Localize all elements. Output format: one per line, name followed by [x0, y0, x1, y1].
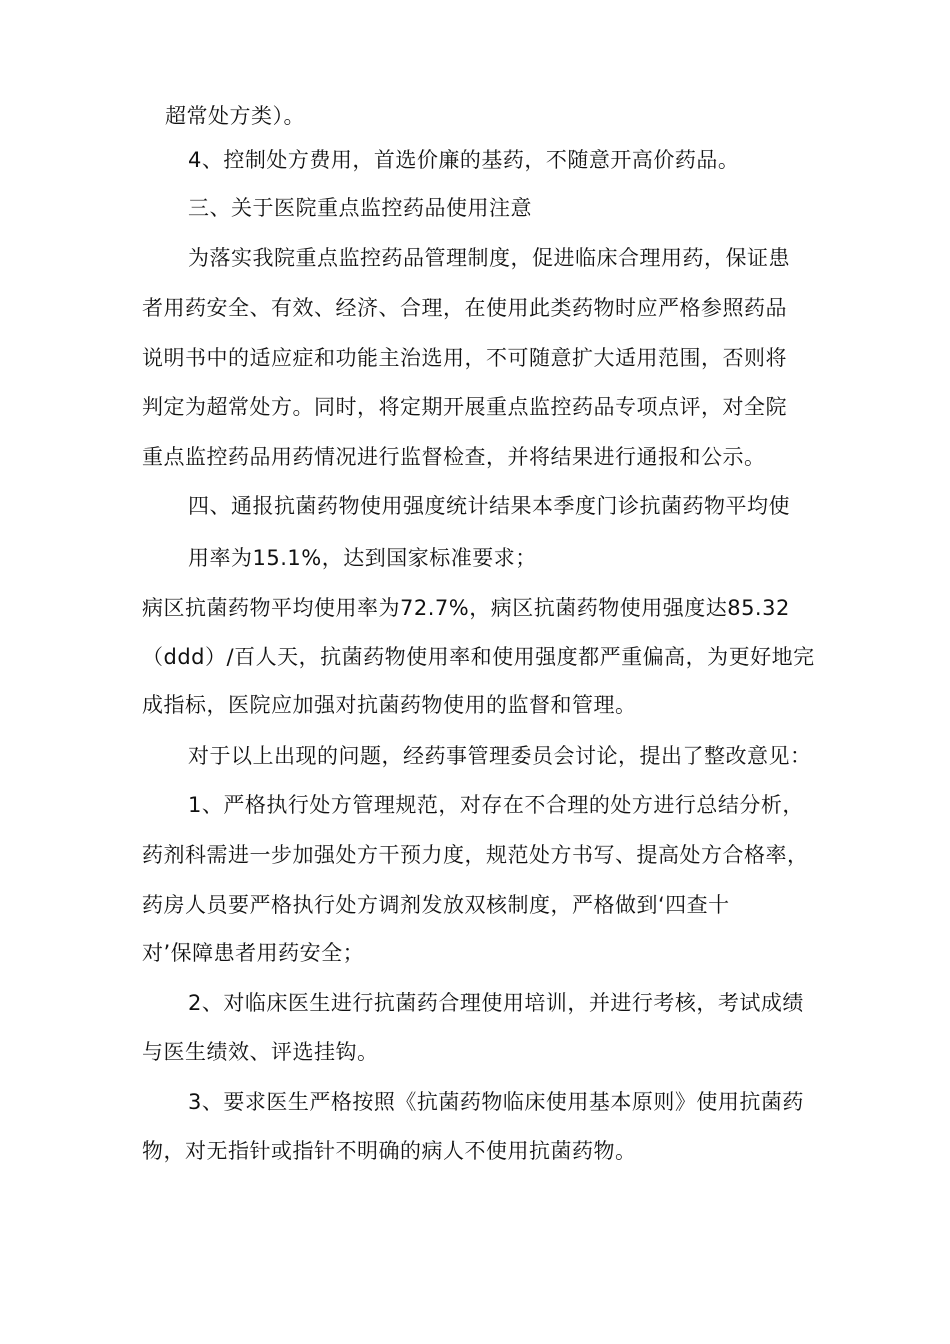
list-item: 3、要求医生严格按照《抗菌药物临床使用基本原则》使用抗菌药: [188, 1090, 804, 1114]
text-line: 4、控制处方费用，首选价廉的基药，不随意开高价药品。: [188, 148, 740, 172]
text-line: 判定为超常处方。同时，将定期开展重点监控药品专项点评，对全院: [142, 395, 787, 419]
section-heading: 四、通报抗菌药物使用强度统计结果本季度门诊抗菌药物平均使: [188, 494, 790, 518]
list-item: 1、严格执行处方管理规范，对存在不合理的处方进行总结分析，: [188, 793, 804, 817]
text-line: 者用药安全、有效、经济、合理，在使用此类药物时应严格参照药品: [142, 296, 787, 320]
text-line: 物，对无指针或指针不明确的病人不使用抗菌药物。: [142, 1139, 637, 1163]
text-line: 超常处方类）。: [165, 104, 305, 128]
list-item: 2、对临床医生进行抗菌药合理使用培训，并进行考核，考试成绩: [188, 991, 804, 1015]
text-line: 重点监控药品用药情况进行监督检查，并将结果进行通报和公示。: [142, 445, 766, 469]
section-heading: 三、关于医院重点监控药品使用注意: [188, 196, 532, 220]
text-line: （ddd）/百人天，抗菌药物使用率和使用强度都严重偏高，为更好地完: [142, 645, 815, 669]
text-line: 用率为15.1%，达到国家标准要求；: [188, 546, 537, 570]
text-line: 与医生绩效、评选挂钩。: [142, 1040, 379, 1064]
text-line: 成指标，医院应加强对抗菌药物使用的监督和管理。: [142, 693, 637, 717]
text-line: 药剂科需进一步加强处方干预力度，规范处方书写、提高处方合格率，: [142, 843, 809, 867]
text-line: 为落实我院重点监控药品管理制度，促进临床合理用药，保证患: [188, 246, 790, 270]
text-line: 病区抗菌药物平均使用率为72.7%，病区抗菌药物使用强度达85.32: [142, 596, 790, 620]
text-line: 对’保障患者用药安全；: [142, 941, 365, 965]
text-line: 对于以上出现的问题，经药事管理委员会讨论，提出了整改意见：: [188, 744, 812, 768]
text-line: 药房人员要严格执行处方调剂发放双核制度，严格做到‘四查十: [142, 893, 730, 917]
text-line: 说明书中的适应症和功能主治选用，不可随意扩大适用范围，否则将: [142, 346, 787, 370]
